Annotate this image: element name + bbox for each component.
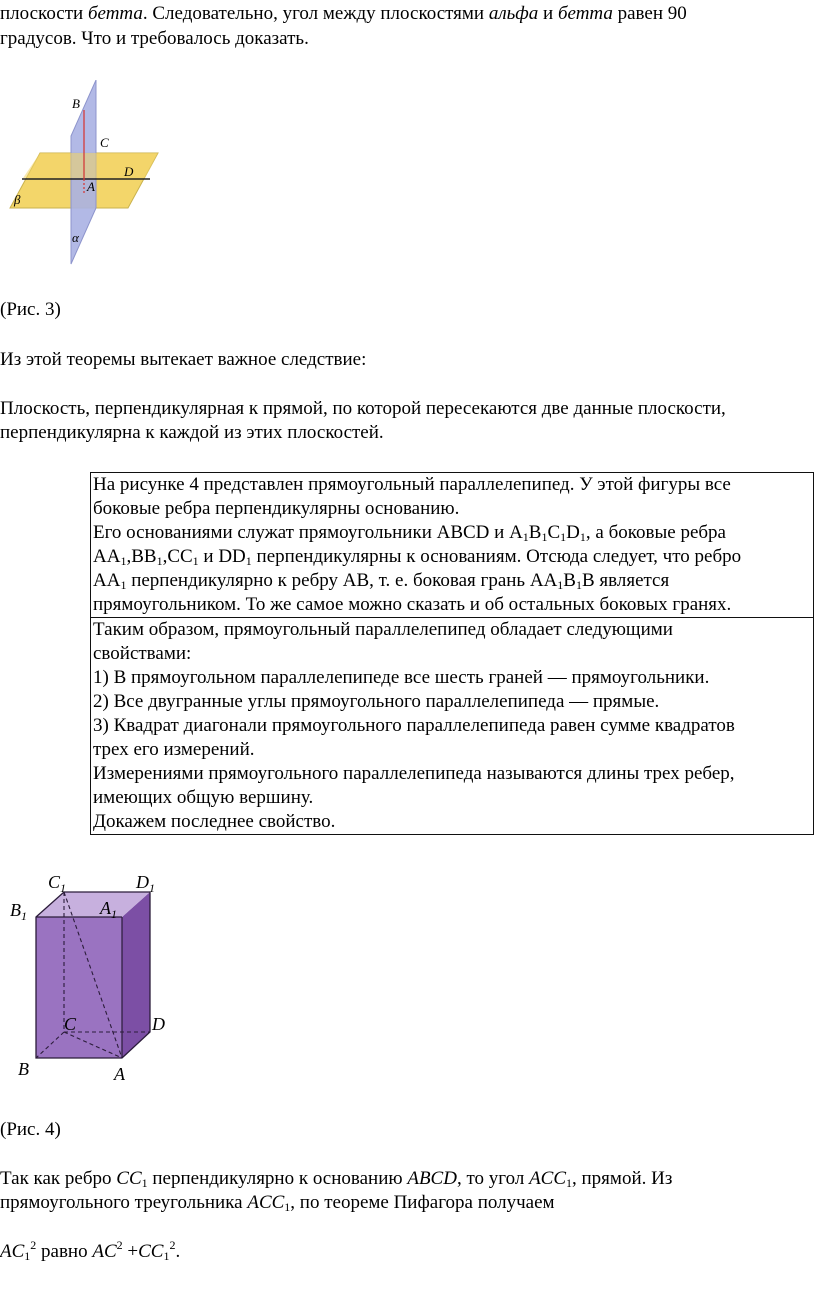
label-alpha: α bbox=[72, 230, 79, 245]
label-c: C bbox=[100, 135, 109, 150]
label-d1: $D_1$ bbox=[136, 872, 155, 895]
subscript: 1 bbox=[156, 554, 163, 568]
text: перпендикулярно к ребру AB, т. е. боковая грань AA bbox=[126, 570, 558, 591]
subscript: 1 bbox=[575, 578, 582, 592]
text: B bbox=[528, 522, 542, 543]
box-line: 1) В прямоугольном параллелепипеде все шесть граней — прямоугольники. bbox=[93, 667, 710, 688]
text: C bbox=[547, 522, 561, 543]
box-line bbox=[93, 569, 813, 593]
text-italic: CC bbox=[138, 1241, 164, 1262]
figure-4-caption: (Рис. 4) bbox=[0, 1119, 61, 1140]
box-cell-properties bbox=[91, 617, 813, 834]
subscript: 1 bbox=[120, 554, 127, 568]
text: перпендикулярны к основаниям. Отсюда следует, что ребро bbox=[251, 546, 742, 567]
box-line: прямоугольником. То же самое можно сказать и об остальных боковых гранях. bbox=[93, 594, 732, 615]
text: плоскости bbox=[0, 3, 88, 24]
superscript: 2 bbox=[30, 1238, 37, 1252]
label-b: B bbox=[72, 96, 80, 111]
superscript: 2 bbox=[169, 1238, 176, 1252]
subscript: 1 bbox=[522, 530, 529, 544]
face-right bbox=[122, 892, 150, 1058]
proof-line-1 bbox=[0, 1167, 812, 1191]
label-b: B bbox=[18, 1059, 29, 1079]
text: равен 90 bbox=[612, 3, 687, 24]
label-c: C bbox=[64, 1014, 77, 1034]
box-line: трех его измерений. bbox=[93, 739, 255, 760]
label-beta: β bbox=[14, 192, 21, 207]
text-italic: ACC bbox=[247, 1192, 285, 1213]
formula-pythagoras bbox=[0, 1240, 812, 1264]
label-c1: $C_1$ bbox=[48, 872, 67, 895]
text: ,CC bbox=[162, 546, 193, 567]
text: , прямой. Из bbox=[572, 1168, 673, 1189]
subscript: 1 bbox=[141, 1176, 148, 1190]
subscript: 1 bbox=[557, 578, 564, 592]
subscript: 1 bbox=[566, 1176, 573, 1190]
text: и DD bbox=[198, 546, 246, 567]
box-line: На рисунке 4 представлен прямоугольный параллелепипед. У этой фигуры все bbox=[93, 474, 731, 495]
text-italic: альфа bbox=[488, 3, 539, 24]
text: , по теореме Пифагора получаем bbox=[290, 1192, 555, 1213]
text-italic: AC bbox=[0, 1241, 25, 1262]
subscript: 1 bbox=[245, 554, 252, 568]
figure-3-planes bbox=[0, 80, 170, 270]
box-line bbox=[93, 545, 813, 569]
subscript: 1 bbox=[24, 1249, 31, 1263]
consequence-line-2: перпендикулярна к каждой из этих плоскостей. bbox=[0, 422, 384, 443]
text: AA bbox=[93, 570, 121, 591]
text-italic: бетта bbox=[87, 3, 143, 24]
label-d: D bbox=[124, 164, 134, 179]
label-a: A bbox=[114, 1064, 125, 1084]
figure-4-parallelepiped bbox=[0, 862, 180, 1087]
box-line: свойствами: bbox=[93, 643, 192, 664]
text: Его основаниями служат прямоугольники ABCD и A bbox=[93, 522, 523, 543]
box-cell-description bbox=[91, 473, 813, 617]
text: + bbox=[122, 1241, 139, 1262]
intro-line-2: градусов. Что и требовалось доказать. bbox=[0, 28, 309, 49]
figure-3-caption: (Рис. 3) bbox=[0, 299, 61, 320]
text-italic: CC bbox=[116, 1168, 142, 1189]
label-d: D bbox=[152, 1014, 165, 1034]
plane-beta-front bbox=[23, 153, 158, 178]
box-line bbox=[93, 521, 813, 545]
subscript: 1 bbox=[120, 578, 127, 592]
text: AA bbox=[93, 546, 121, 567]
box-line: 3) Квадрат диагонали прямоугольного параллелепипеда равен сумме квадратов bbox=[93, 715, 735, 736]
box-line: Измерениями прямоугольного параллелепипеда называются длины трех ребер, bbox=[93, 763, 735, 784]
text: . Следовательно, угол между плоскостями bbox=[142, 3, 489, 24]
subscript: 1 bbox=[541, 530, 548, 544]
text: ,BB bbox=[126, 546, 157, 567]
subscript: 1 bbox=[560, 530, 567, 544]
text: равно bbox=[36, 1241, 93, 1262]
text: . bbox=[175, 1241, 181, 1262]
text: D bbox=[566, 522, 580, 543]
text: прямоугольного треугольника bbox=[0, 1192, 248, 1213]
box-line: имеющих общую вершину. bbox=[93, 787, 314, 808]
text: , то угол bbox=[456, 1168, 530, 1189]
box-line: Докажем последнее свойство. bbox=[93, 811, 336, 832]
subscript: 1 bbox=[192, 554, 199, 568]
text: и bbox=[538, 3, 558, 24]
text-italic: бетта bbox=[557, 3, 613, 24]
text-italic: AC bbox=[92, 1241, 117, 1262]
intro-line-1 bbox=[0, 2, 812, 26]
text: , а боковые ребра bbox=[585, 522, 726, 543]
text-italic: ABCD bbox=[407, 1168, 457, 1189]
text-italic: ACC bbox=[529, 1168, 567, 1189]
box-line: 2) Все двугранные углы прямоугольного параллелепипеда — прямые. bbox=[93, 691, 660, 712]
label-a1: $A_1$ bbox=[100, 898, 117, 921]
text: B bbox=[563, 570, 576, 591]
subscript: 1 bbox=[163, 1249, 170, 1263]
properties-box bbox=[90, 472, 814, 835]
box-line: боковые ребра перпендикулярны основанию. bbox=[93, 498, 460, 519]
label-a: A bbox=[87, 179, 95, 194]
label-b1: $B_1$ bbox=[10, 900, 27, 923]
consequence-intro: Из этой теоремы вытекает важное следствие: bbox=[0, 349, 367, 370]
text: перпендикулярно к основанию bbox=[147, 1168, 408, 1189]
text: B является bbox=[581, 570, 670, 591]
subscript: 1 bbox=[579, 530, 586, 544]
subscript: 1 bbox=[284, 1200, 291, 1214]
text: Так как ребро bbox=[0, 1168, 117, 1189]
superscript: 2 bbox=[116, 1238, 123, 1252]
face-front bbox=[36, 917, 122, 1058]
box-line: Таким образом, прямоугольный параллелепипед обладает следующими bbox=[93, 619, 673, 640]
proof-line-2 bbox=[0, 1191, 812, 1215]
consequence-line-1: Плоскость, перпендикулярная к прямой, по которой пересекаются две данные плоскости, bbox=[0, 398, 726, 419]
